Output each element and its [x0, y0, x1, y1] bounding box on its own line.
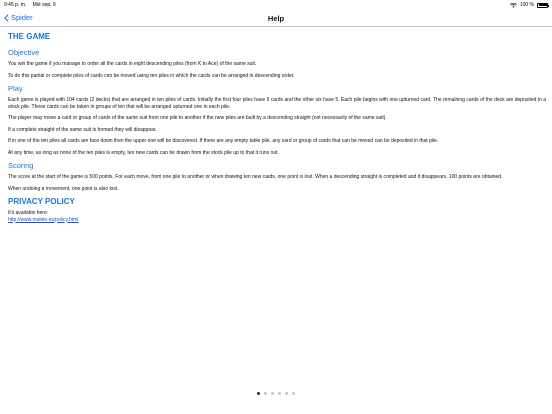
page-dot[interactable]: [278, 392, 281, 395]
status-right: [510, 0, 548, 10]
back-button-label: Spider: [11, 13, 33, 22]
status-time: 9:45 p. m.: [4, 2, 27, 8]
objective-paragraph: You win the game if you manage to order all the cards in eight descending piles (from K to Ace) of the same suit.: [8, 61, 257, 67]
page-dot[interactable]: [257, 392, 260, 395]
help-content: [8, 32, 546, 223]
page-title: Help: [267, 14, 285, 23]
battery-percent: 100 %: [519, 2, 534, 8]
page-dot[interactable]: [264, 392, 267, 395]
subtitle-objective: Objective: [8, 48, 40, 57]
play-paragraph: At any time, as long as none of the ten piles is empty, ten new cards can be drawn from the stock pile up to that it runs out.: [8, 149, 279, 156]
status-left: [4, 0, 61, 10]
play-paragraph: The player may move a card or group of cards of the same suit from one pile to another if the new piles are built by a descending straight (not necessarily of the same suit).: [8, 115, 387, 121]
status-date: Mié sep. 9: [32, 2, 56, 8]
play-paragraph: Each game is played with 104 cards (2 decks) that are arranged in ten piles of cards. Initially the first four piles have 6 cards and the other six have 5. Each pile begins with one upturned card. The remaining cards of the deck are deposited in a stock pile. These cards can be taken in groups of ten that will be arranged upturned one in each pile.: [8, 97, 546, 110]
status-bar: [0, 0, 552, 10]
page-dot[interactable]: [271, 392, 274, 395]
scoring-paragraph: When undoing a movement, one point is also lost.: [8, 185, 119, 192]
play-paragraph: If a complete straight of the same suit is formed they will disappear.: [8, 126, 157, 133]
nav-bar: [0, 10, 552, 27]
privacy-policy-link[interactable]: http://www.melele.es/policy.html: [8, 216, 79, 223]
section-title-the-game: THE GAME: [8, 32, 51, 41]
privacy-text: It's available here:: [8, 210, 49, 216]
page-dot[interactable]: [285, 392, 288, 395]
play-paragraph: If in one of the ten piles all cards are face down then the upper one will be discovered. If there are any empty table pile, any card or group of cards that can be moved can be deposited in that pile.: [8, 138, 439, 144]
scoring-paragraph: The score at the start of the game is 500 points. For each move, from one pile to another or when drawing ten new cards, one point is lost. When a descending straight is completed and it disappears, 100 points are obtained.: [8, 174, 503, 180]
page-indicator[interactable]: [0, 392, 552, 395]
page-dot[interactable]: [292, 392, 295, 395]
section-title-privacy: PRIVACY POLICY: [8, 197, 75, 206]
battery-icon: [537, 3, 548, 8]
subtitle-play: Play: [8, 84, 23, 93]
wifi-icon: [510, 3, 517, 8]
subtitle-scoring: Scoring: [8, 161, 34, 170]
objective-paragraph: To do this partial or complete piles of cards can be moved using ten piles in which the cards can be arranged in descending order.: [8, 72, 295, 79]
